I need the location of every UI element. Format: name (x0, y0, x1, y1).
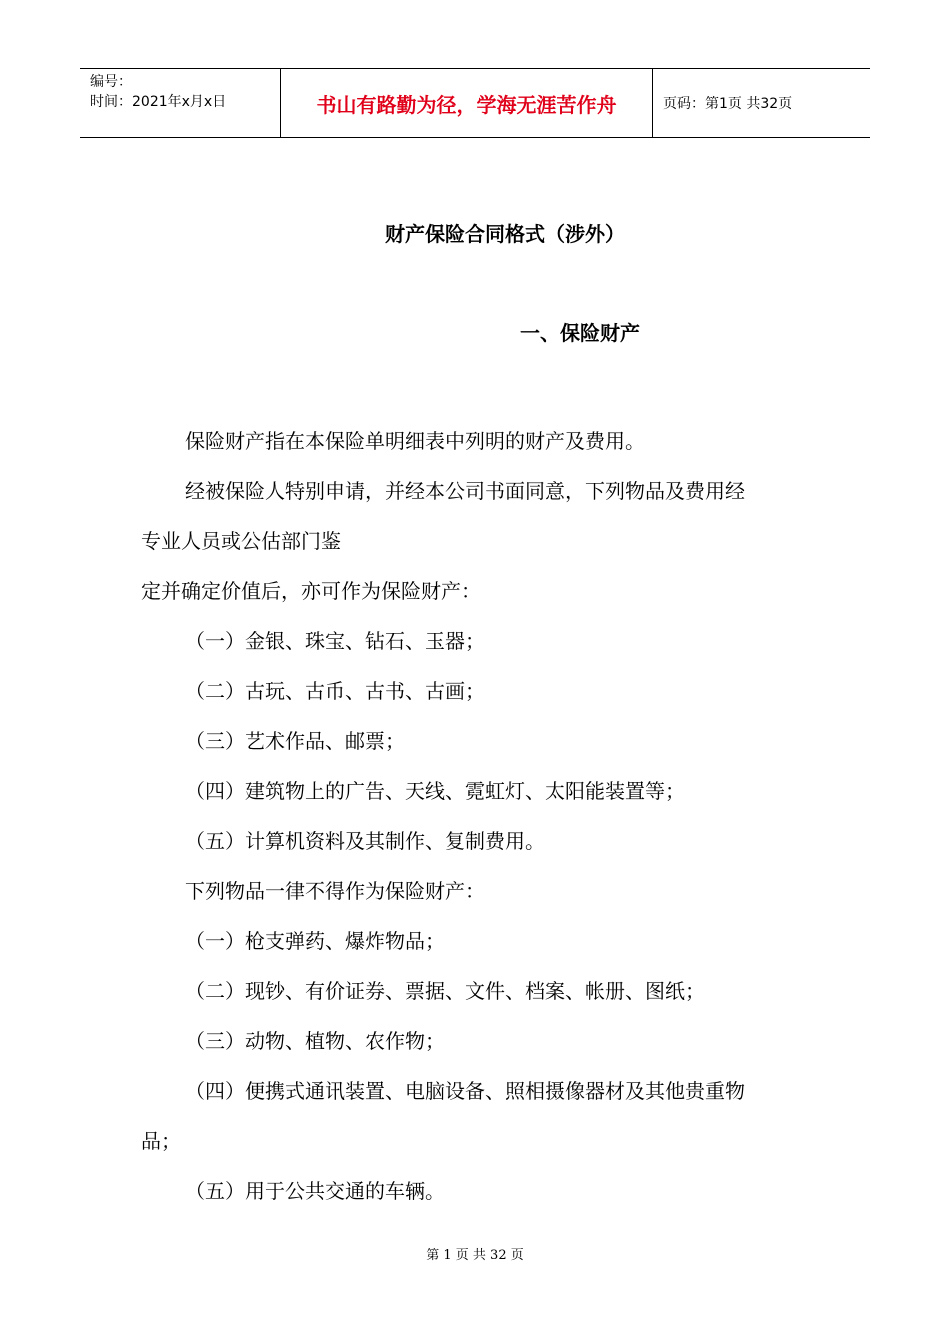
number-label: 编号： (90, 74, 132, 90)
list-item: （四）便携式通讯装置、电脑设备、照相摄像器材及其他贵重物 (185, 1079, 745, 1103)
header-motto-cell (281, 69, 653, 137)
document-title: 财产保险合同格式（涉外） (385, 222, 625, 246)
list-item: （五）用于公共交通的车辆。 (185, 1179, 445, 1203)
motto-text: 书山有路勤为径，学海无涯苦作舟 (316, 92, 617, 117)
document-body (141, 416, 821, 1216)
list-item: （一）枪支弹药、爆炸物品； (185, 929, 445, 953)
date-label: 时间：2021年x月x日 (90, 94, 227, 110)
paragraph: 保险财产指在本保险单明细表中列明的财产及费用。 (185, 429, 645, 453)
list-item: （二）古玩、古币、古书、古画； (185, 679, 485, 703)
paragraph: 品； (141, 1129, 181, 1153)
paragraph: 经被保险人特别申请，并经本公司书面同意，下列物品及费用经 (185, 479, 745, 503)
paragraph: 下列物品一律不得作为保险财产： (185, 879, 485, 903)
header-page-cell (653, 69, 870, 137)
page-info: 页码：第1页 共32页 (663, 96, 793, 112)
list-item: （五）计算机资料及其制作、复制费用。 (185, 829, 545, 853)
list-item: （三）动物、植物、农作物； (185, 1029, 445, 1053)
list-item: （二）现钞、有价证券、票据、文件、档案、帐册、图纸； (185, 979, 705, 1003)
section-heading: 一、保险财产 (520, 321, 640, 345)
paragraph: 定并确定价值后，亦可作为保险财产： (141, 579, 481, 603)
list-item: （一）金银、珠宝、钻石、玉器； (185, 629, 485, 653)
page-footer: 第 1 页 共 32 页 (426, 1248, 524, 1263)
list-item: （三）艺术作品、邮票； (185, 729, 405, 753)
list-item: （四）建筑物上的广告、天线、霓虹灯、太阳能装置等； (185, 779, 685, 803)
header-table (80, 68, 870, 138)
header-meta-cell (80, 69, 281, 137)
paragraph: 专业人员或公估部门鉴 (141, 529, 341, 553)
